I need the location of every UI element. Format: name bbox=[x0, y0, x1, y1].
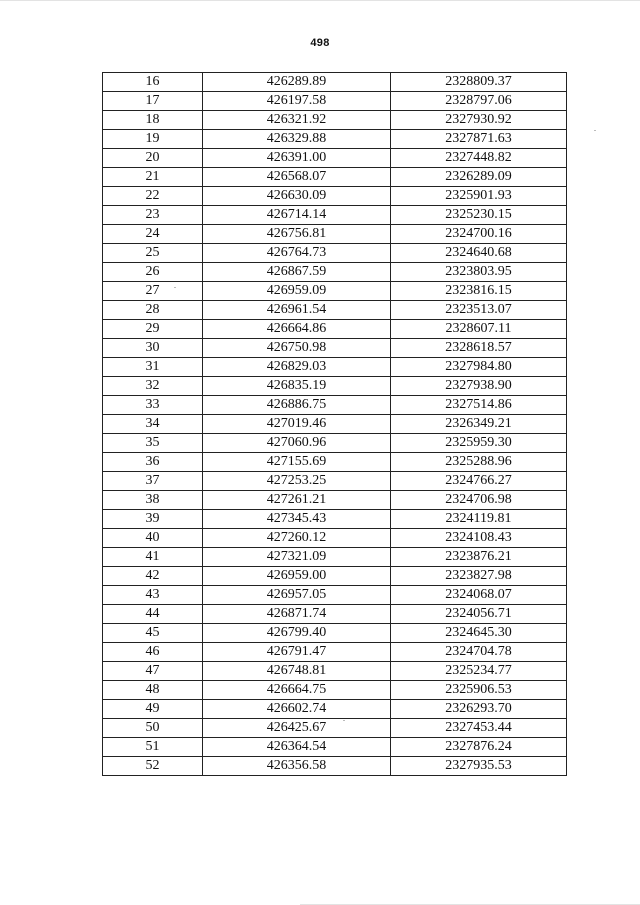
point-number-cell: 40 bbox=[103, 529, 203, 548]
table-row bbox=[103, 510, 567, 529]
scan-speck bbox=[343, 720, 345, 721]
point-number-cell: 24 bbox=[103, 225, 203, 244]
table-row bbox=[103, 453, 567, 472]
x-coordinate-cell: 426959.09 bbox=[203, 282, 391, 301]
table-row bbox=[103, 263, 567, 282]
x-coordinate-cell: 427060.96 bbox=[203, 434, 391, 453]
x-coordinate-cell: 426364.54 bbox=[203, 738, 391, 757]
y-coordinate-cell: 2327876.24 bbox=[391, 738, 567, 757]
y-coordinate-cell: 2323827.98 bbox=[391, 567, 567, 586]
y-coordinate-cell: 2327935.53 bbox=[391, 757, 567, 776]
point-number-cell: 32 bbox=[103, 377, 203, 396]
y-coordinate-cell: 2324056.71 bbox=[391, 605, 567, 624]
point-number-cell: 38 bbox=[103, 491, 203, 510]
point-number-cell: 26 bbox=[103, 263, 203, 282]
point-number-cell: 43 bbox=[103, 586, 203, 605]
y-coordinate-cell: 2325288.96 bbox=[391, 453, 567, 472]
y-coordinate-cell: 2324700.16 bbox=[391, 225, 567, 244]
x-coordinate-cell: 426356.58 bbox=[203, 757, 391, 776]
table-row bbox=[103, 643, 567, 662]
table-row bbox=[103, 339, 567, 358]
table-row bbox=[103, 187, 567, 206]
point-number-cell: 49 bbox=[103, 700, 203, 719]
top-scan-edge bbox=[0, 0, 640, 1]
table-row bbox=[103, 586, 567, 605]
x-coordinate-cell: 426321.92 bbox=[203, 111, 391, 130]
x-coordinate-cell: 426799.40 bbox=[203, 624, 391, 643]
y-coordinate-cell: 2323803.95 bbox=[391, 263, 567, 282]
x-coordinate-cell: 426764.73 bbox=[203, 244, 391, 263]
table-row bbox=[103, 662, 567, 681]
table-row bbox=[103, 567, 567, 586]
y-coordinate-cell: 2327448.82 bbox=[391, 149, 567, 168]
x-coordinate-cell: 426829.03 bbox=[203, 358, 391, 377]
x-coordinate-cell: 426748.81 bbox=[203, 662, 391, 681]
table-row bbox=[103, 681, 567, 700]
point-number-cell: 31 bbox=[103, 358, 203, 377]
point-number-cell: 20 bbox=[103, 149, 203, 168]
point-number-cell: 27 bbox=[103, 282, 203, 301]
table-row bbox=[103, 491, 567, 510]
table-row bbox=[103, 548, 567, 567]
x-coordinate-cell: 426871.74 bbox=[203, 605, 391, 624]
table-row bbox=[103, 358, 567, 377]
point-number-cell: 41 bbox=[103, 548, 203, 567]
point-number-cell: 36 bbox=[103, 453, 203, 472]
x-coordinate-cell: 427345.43 bbox=[203, 510, 391, 529]
point-number-cell: 19 bbox=[103, 130, 203, 149]
x-coordinate-cell: 427155.69 bbox=[203, 453, 391, 472]
table-row bbox=[103, 320, 567, 339]
point-number-cell: 37 bbox=[103, 472, 203, 491]
point-number-cell: 51 bbox=[103, 738, 203, 757]
coordinate-table bbox=[102, 72, 567, 776]
y-coordinate-cell: 2327930.92 bbox=[391, 111, 567, 130]
table-row bbox=[103, 73, 567, 92]
table-row bbox=[103, 700, 567, 719]
y-coordinate-cell: 2328809.37 bbox=[391, 73, 567, 92]
x-coordinate-cell: 427253.25 bbox=[203, 472, 391, 491]
point-number-cell: 21 bbox=[103, 168, 203, 187]
x-coordinate-cell: 426886.75 bbox=[203, 396, 391, 415]
y-coordinate-cell: 2327514.86 bbox=[391, 396, 567, 415]
y-coordinate-cell: 2325234.77 bbox=[391, 662, 567, 681]
y-coordinate-cell: 2323513.07 bbox=[391, 301, 567, 320]
x-coordinate-cell: 426961.54 bbox=[203, 301, 391, 320]
table-row bbox=[103, 225, 567, 244]
table-row bbox=[103, 168, 567, 187]
y-coordinate-cell: 2324640.68 bbox=[391, 244, 567, 263]
table-row bbox=[103, 415, 567, 434]
x-coordinate-cell: 426664.86 bbox=[203, 320, 391, 339]
y-coordinate-cell: 2326289.09 bbox=[391, 168, 567, 187]
table-row bbox=[103, 244, 567, 263]
table-row bbox=[103, 396, 567, 415]
table-row bbox=[103, 719, 567, 738]
point-number-cell: 29 bbox=[103, 320, 203, 339]
point-number-cell: 44 bbox=[103, 605, 203, 624]
x-coordinate-cell: 426602.74 bbox=[203, 700, 391, 719]
y-coordinate-cell: 2326349.21 bbox=[391, 415, 567, 434]
y-coordinate-cell: 2324119.81 bbox=[391, 510, 567, 529]
point-number-cell: 23 bbox=[103, 206, 203, 225]
x-coordinate-cell: 426791.47 bbox=[203, 643, 391, 662]
x-coordinate-cell: 426756.81 bbox=[203, 225, 391, 244]
x-coordinate-cell: 426714.14 bbox=[203, 206, 391, 225]
table-row bbox=[103, 605, 567, 624]
coordinate-table-body bbox=[103, 73, 567, 776]
table-row bbox=[103, 282, 567, 301]
y-coordinate-cell: 2328618.57 bbox=[391, 339, 567, 358]
y-coordinate-cell: 2325906.53 bbox=[391, 681, 567, 700]
point-number-cell: 39 bbox=[103, 510, 203, 529]
point-number-cell: 48 bbox=[103, 681, 203, 700]
x-coordinate-cell: 426750.98 bbox=[203, 339, 391, 358]
y-coordinate-cell: 2324645.30 bbox=[391, 624, 567, 643]
x-coordinate-cell: 426329.88 bbox=[203, 130, 391, 149]
x-coordinate-cell: 426391.00 bbox=[203, 149, 391, 168]
table-row bbox=[103, 624, 567, 643]
point-number-cell: 46 bbox=[103, 643, 203, 662]
table-row bbox=[103, 92, 567, 111]
point-number-cell: 16 bbox=[103, 73, 203, 92]
table-row bbox=[103, 757, 567, 776]
table-row bbox=[103, 206, 567, 225]
y-coordinate-cell: 2328607.11 bbox=[391, 320, 567, 339]
x-coordinate-cell: 426867.59 bbox=[203, 263, 391, 282]
point-number-cell: 52 bbox=[103, 757, 203, 776]
page-number: 498 bbox=[310, 37, 330, 49]
point-number-cell: 30 bbox=[103, 339, 203, 358]
point-number-cell: 22 bbox=[103, 187, 203, 206]
y-coordinate-cell: 2323876.21 bbox=[391, 548, 567, 567]
point-number-cell: 25 bbox=[103, 244, 203, 263]
table-row bbox=[103, 377, 567, 396]
y-coordinate-cell: 2325959.30 bbox=[391, 434, 567, 453]
point-number-cell: 47 bbox=[103, 662, 203, 681]
x-coordinate-cell: 426959.00 bbox=[203, 567, 391, 586]
table-row bbox=[103, 434, 567, 453]
y-coordinate-cell: 2325901.93 bbox=[391, 187, 567, 206]
point-number-cell: 34 bbox=[103, 415, 203, 434]
table-row bbox=[103, 301, 567, 320]
table-row bbox=[103, 111, 567, 130]
point-number-cell: 45 bbox=[103, 624, 203, 643]
x-coordinate-cell: 426289.89 bbox=[203, 73, 391, 92]
point-number-cell: 28 bbox=[103, 301, 203, 320]
y-coordinate-cell: 2324704.78 bbox=[391, 643, 567, 662]
y-coordinate-cell: 2327984.80 bbox=[391, 358, 567, 377]
y-coordinate-cell: 2324706.98 bbox=[391, 491, 567, 510]
x-coordinate-cell: 427321.09 bbox=[203, 548, 391, 567]
scan-speck bbox=[594, 130, 596, 131]
scan-speck bbox=[174, 287, 176, 288]
point-number-cell: 35 bbox=[103, 434, 203, 453]
x-coordinate-cell: 426835.19 bbox=[203, 377, 391, 396]
point-number-cell: 42 bbox=[103, 567, 203, 586]
point-number-cell: 50 bbox=[103, 719, 203, 738]
point-number-cell: 18 bbox=[103, 111, 203, 130]
y-coordinate-cell: 2324108.43 bbox=[391, 529, 567, 548]
y-coordinate-cell: 2328797.06 bbox=[391, 92, 567, 111]
table-row bbox=[103, 472, 567, 491]
y-coordinate-cell: 2327453.44 bbox=[391, 719, 567, 738]
y-coordinate-cell: 2327871.63 bbox=[391, 130, 567, 149]
table-row bbox=[103, 130, 567, 149]
point-number-cell: 33 bbox=[103, 396, 203, 415]
table-row bbox=[103, 149, 567, 168]
y-coordinate-cell: 2326293.70 bbox=[391, 700, 567, 719]
point-number-cell: 17 bbox=[103, 92, 203, 111]
x-coordinate-cell: 427261.21 bbox=[203, 491, 391, 510]
x-coordinate-cell: 427019.46 bbox=[203, 415, 391, 434]
y-coordinate-cell: 2324766.27 bbox=[391, 472, 567, 491]
x-coordinate-cell: 426197.58 bbox=[203, 92, 391, 111]
x-coordinate-cell: 426425.67 bbox=[203, 719, 391, 738]
x-coordinate-cell: 426664.75 bbox=[203, 681, 391, 700]
table-row bbox=[103, 738, 567, 757]
table-row bbox=[103, 529, 567, 548]
x-coordinate-cell: 427260.12 bbox=[203, 529, 391, 548]
y-coordinate-cell: 2325230.15 bbox=[391, 206, 567, 225]
x-coordinate-cell: 426630.09 bbox=[203, 187, 391, 206]
x-coordinate-cell: 426957.05 bbox=[203, 586, 391, 605]
y-coordinate-cell: 2324068.07 bbox=[391, 586, 567, 605]
x-coordinate-cell: 426568.07 bbox=[203, 168, 391, 187]
y-coordinate-cell: 2327938.90 bbox=[391, 377, 567, 396]
y-coordinate-cell: 2323816.15 bbox=[391, 282, 567, 301]
